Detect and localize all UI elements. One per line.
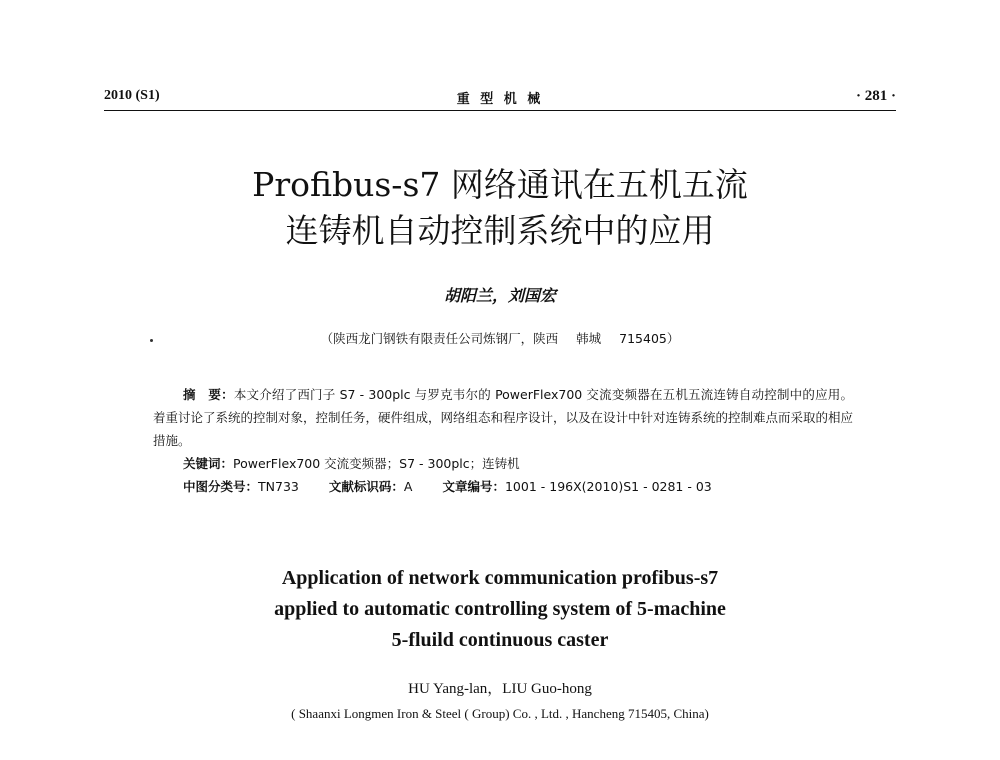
abstract-label: 摘 要： [183, 387, 234, 402]
chinese-title [100, 162, 900, 254]
page-number: · 281 · [855, 88, 896, 104]
running-header [104, 86, 896, 108]
affiliation-postcode: 715405） [619, 331, 680, 346]
clc-value: TN733 [258, 479, 299, 494]
english-title-line-2: applied to automatic controlling system of 5-machine [274, 598, 726, 620]
english-title [100, 563, 900, 656]
abstract-text: 本文介绍了西门子 S7 - 300plc 与罗克韦尔的 PowerFlex700 交流变频器在五机五流连铸自动控制中的应用。着重讨论了系统的控制对象，控制任务，硬件组成，网络组态和程序设计，以及在设计中针对连铸系统的控制难点而采取的相应措施。 [153, 387, 854, 448]
english-affiliation: ( Shaanxi Longmen Iron & Steel ( Group) Co. , Ltd. , Hancheng 715405, China) [291, 706, 709, 721]
abstract-block [153, 383, 853, 498]
journal-name: 重 型 机 械 [456, 92, 544, 107]
journal-issue: 2010 (S1) [104, 88, 160, 103]
chinese-title-line-2: 连铸机自动控制系统中的应用 [285, 211, 715, 250]
article-number-label: 文章编号： [442, 479, 505, 494]
english-title-line-1: Application of network communication profibus-s7 [281, 567, 719, 589]
doc-code-label: 文献标识码： [328, 479, 404, 494]
chinese-authors: 胡阳兰，刘国宏 [443, 286, 556, 305]
english-authors: HU Yang-lan，LIU Guo-hong [408, 681, 592, 697]
header-rule [104, 110, 896, 111]
affiliation-city: 韩城 [576, 331, 602, 346]
abstract-paragraph [153, 383, 853, 452]
clc-label: 中图分类号： [183, 479, 259, 494]
doc-code-value: A [403, 479, 413, 494]
chinese-title-line-1: Profibus-s7 网络通讯在五机五流 [252, 165, 748, 204]
keywords-line [153, 452, 853, 475]
chinese-affiliation [100, 329, 900, 347]
affiliation-org: （陕西龙门钢铁有限责任公司炼钢厂，陕西 [320, 331, 559, 346]
article-number-value: 1001 - 196X(2010)S1 - 0281 - 03 [504, 479, 712, 494]
english-title-line-3: 5-fluild continuous caster [391, 629, 609, 651]
keywords-text: PowerFlex700 交流变频器；S7 - 300plc；连铸机 [233, 456, 520, 471]
keywords-label: 关键词： [183, 456, 234, 471]
classification-line [153, 475, 853, 498]
